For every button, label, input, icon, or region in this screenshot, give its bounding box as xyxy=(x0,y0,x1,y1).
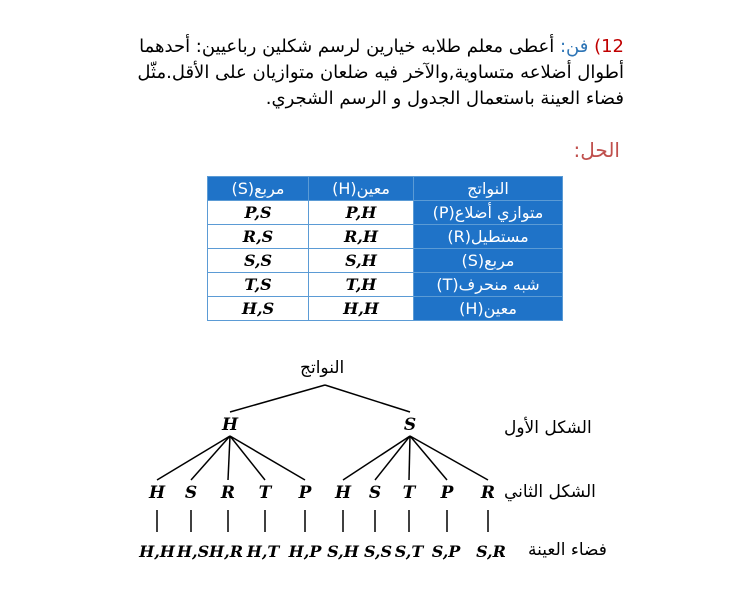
tree-node-second: S xyxy=(184,483,198,503)
cell-square: S,S xyxy=(208,249,309,273)
problem-text: أعطى معلم طلابه خيارين لرسم شكلين رباعيين: أحدهما أطوال أضلاعه متساوية,والآخر فيه ضلعان متوازيان على الأقل.مثّل فضاء العينة باستعمال الجدول و الرسم الشجري. xyxy=(137,36,624,109)
tree-branch xyxy=(343,436,410,480)
solution-label: الحل: xyxy=(573,138,620,162)
tree-root-label: النواتج xyxy=(300,358,345,378)
tree-level2-caption: الشكل الثاني xyxy=(504,482,596,502)
cell-square: R,S xyxy=(208,225,309,249)
tree-outcome: H,S xyxy=(176,542,210,561)
tree-branch xyxy=(230,385,325,412)
tree-outcome: S,R xyxy=(476,542,506,561)
cell-rhombus: P,H xyxy=(309,201,414,225)
tree-outcome: H,T xyxy=(246,542,280,561)
tree-node-second: P xyxy=(440,483,454,503)
problem-label: فن: xyxy=(559,36,589,57)
header-square: مربع(S) xyxy=(208,177,309,201)
row-label: مربع(S) xyxy=(414,249,563,273)
row-label: شبه منحرف(T) xyxy=(414,273,563,297)
tree-outcome: S,S xyxy=(363,542,393,561)
tree-branch xyxy=(410,436,447,480)
tree-branch xyxy=(375,436,410,480)
header-rhombus: معين(H) xyxy=(309,177,414,201)
tree-node-second: P xyxy=(298,483,312,503)
cell-square: P,S xyxy=(208,201,309,225)
tree-outcome: H,H xyxy=(139,542,175,561)
cell-square: H,S xyxy=(208,297,309,321)
row-label: معين(H) xyxy=(414,297,563,321)
tree-level1-caption: الشكل الأول xyxy=(504,418,592,438)
tree-node-second: T xyxy=(402,483,416,503)
tree-branch xyxy=(325,385,410,412)
tree-node-first: S xyxy=(403,415,417,435)
tree-branch xyxy=(228,436,230,480)
cell-rhombus: S,H xyxy=(309,249,414,273)
row-label: مستطيل(R) xyxy=(414,225,563,249)
tree-node-second: T xyxy=(258,483,272,503)
tree-branch xyxy=(157,436,230,480)
tree-outcome: H,P xyxy=(288,542,322,561)
tree-branch xyxy=(230,436,305,480)
tree-node-second: S xyxy=(368,483,382,503)
tree-node-second: R xyxy=(480,483,496,503)
header-outcomes: النواتج xyxy=(414,177,563,201)
tree-outcome: H,R xyxy=(209,542,243,561)
tree-branch xyxy=(410,436,488,480)
tree-outcome: S,P xyxy=(431,542,461,561)
tree-branch xyxy=(230,436,265,480)
tree-node-second: R xyxy=(220,483,236,503)
tree-sample-caption: فضاء العينة xyxy=(528,540,607,560)
tree-branch xyxy=(191,436,230,480)
problem-number: 12) xyxy=(594,36,624,57)
row-label: متوازي أضلاع(P) xyxy=(414,201,563,225)
tree-outcome: S,T xyxy=(394,542,424,561)
cell-rhombus: T,H xyxy=(309,273,414,297)
cell-rhombus: H,H xyxy=(309,297,414,321)
tree-node-first: H xyxy=(221,415,239,435)
cell-square: T,S xyxy=(208,273,309,297)
cell-rhombus: R,H xyxy=(309,225,414,249)
tree-node-second: H xyxy=(148,483,166,503)
tree-branch xyxy=(409,436,410,480)
tree-outcome: S,H xyxy=(327,542,359,561)
tree-node-second: H xyxy=(334,483,352,503)
